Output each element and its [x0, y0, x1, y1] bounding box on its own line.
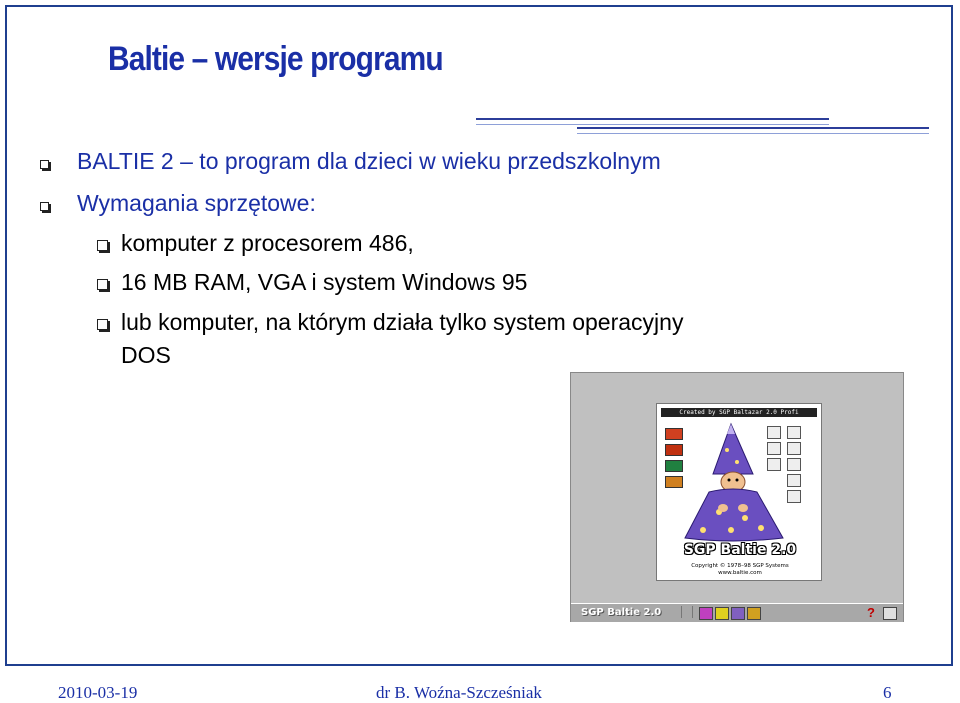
bullet-box-icon: [40, 160, 49, 169]
url-text: www.baltie.com: [718, 570, 762, 576]
footer-page-number: 6: [883, 683, 892, 702]
wizard-icon: [679, 420, 799, 544]
splash-logo: SGP Baltie 2.0: [683, 542, 797, 558]
footer-author: dr B. Woźna-Szcześniak: [376, 683, 542, 702]
bullet-box-icon: [40, 202, 49, 211]
slide-title: Baltie – wersje programu: [108, 40, 443, 78]
decorative-line-top: [476, 118, 829, 125]
bullet-l2: lub komputer, na którym działa tylko system operacyjny: [121, 309, 684, 335]
decorative-line-bottom: [577, 127, 929, 134]
exit-door-icon[interactable]: [883, 607, 897, 620]
bullet-l1: BALTIE 2 – to program dla dzieci w wieku przedszkolnym: [77, 148, 661, 174]
scissors-icon[interactable]: [747, 607, 761, 620]
help-icon[interactable]: ?: [867, 605, 875, 620]
bullet-box-icon: [97, 319, 108, 330]
splash-banner: Created by SGP Baltazar 2.0 Profi: [661, 408, 817, 417]
bullet-l2: komputer z procesorem 486,: [121, 230, 414, 256]
splash-copyright: [667, 563, 813, 577]
paint-icon[interactable]: [715, 607, 729, 620]
baltie-screenshot: [570, 372, 904, 622]
grid-icon[interactable]: [699, 607, 713, 620]
bullet-l2: 16 MB RAM, VGA i system Windows 95: [121, 269, 528, 295]
wizard-small-icon[interactable]: [731, 607, 745, 620]
bullet-box-icon: [97, 240, 108, 251]
copyright-text: Copyright © 1978–98 SGP Systems: [691, 563, 789, 569]
bullet-l1: Wymagania sprzętowe:: [77, 190, 316, 216]
app-taskbar: [571, 603, 903, 622]
bullet-l2-continuation: DOS: [121, 342, 171, 368]
taskbar-title: SGP Baltie 2.0: [581, 607, 662, 618]
bullet-box-icon: [97, 279, 108, 290]
footer-date: 2010-03-19: [58, 683, 138, 702]
taskbar-separator: [681, 606, 693, 618]
baltie-splash: [656, 403, 822, 581]
